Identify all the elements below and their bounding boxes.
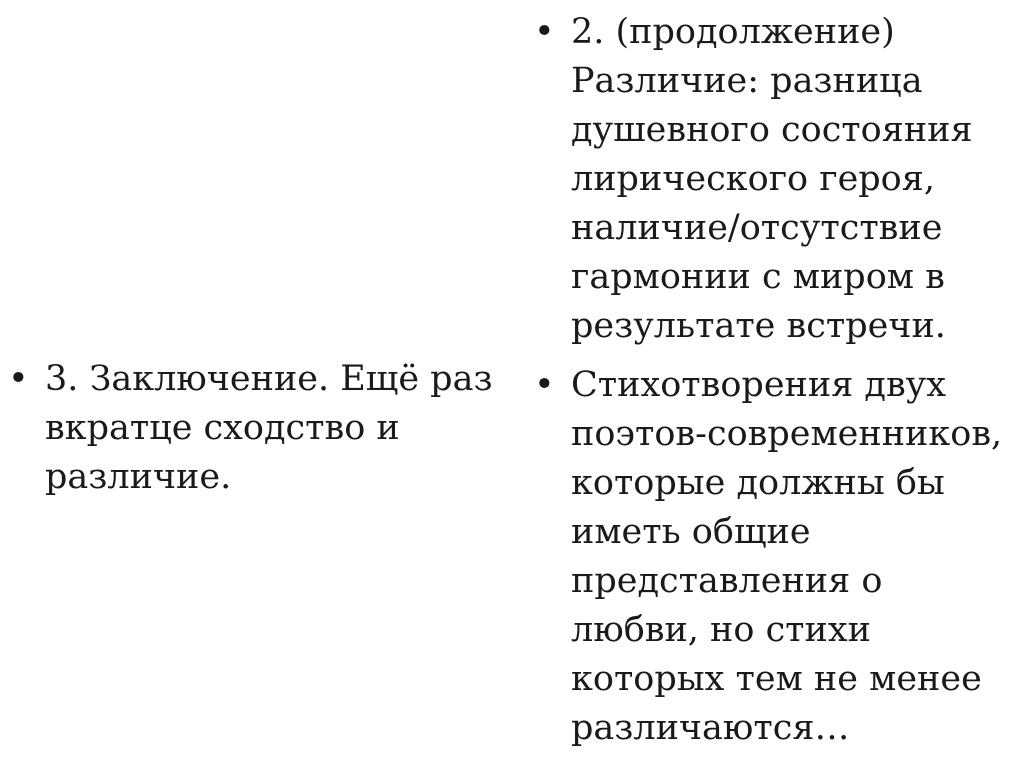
bullet-item-difference: [526, 8, 1024, 351]
text-line: 2. (продолжение): [571, 12, 895, 52]
bullet-item-poems: [526, 361, 1024, 753]
text-line: которых тем не менее: [571, 659, 982, 699]
text-line: поэтов-современников,: [571, 414, 1003, 454]
text-line: любви, но стихи: [571, 610, 871, 650]
bullet-icon: •: [534, 365, 555, 405]
right-column: [526, 8, 1024, 753]
text-line: вкратце сходство и: [45, 408, 400, 448]
bullet-icon: •: [8, 359, 29, 399]
text-line: иметь общие: [571, 512, 811, 552]
text-line: наличие/отсутствие: [571, 208, 943, 248]
text-line: результате встречи.: [571, 306, 946, 346]
left-column: [0, 355, 500, 502]
text-line: Стихотворения двух: [571, 365, 946, 405]
text-line: различаются…: [571, 708, 850, 748]
bullet-item-conclusion: [0, 355, 500, 502]
text-line: душевного состояния: [571, 110, 973, 150]
text-line: 3. Заключение. Ещё раз: [45, 359, 493, 399]
text-line: лирического героя,: [571, 159, 935, 199]
bullet-icon: •: [534, 12, 555, 52]
text-line: различие.: [45, 457, 232, 497]
text-line: представления о: [571, 561, 883, 601]
text-line: которые должны бы: [571, 463, 945, 503]
text-line: гармонии с миром в: [571, 257, 945, 297]
text-line: Различие: разница: [571, 61, 923, 101]
